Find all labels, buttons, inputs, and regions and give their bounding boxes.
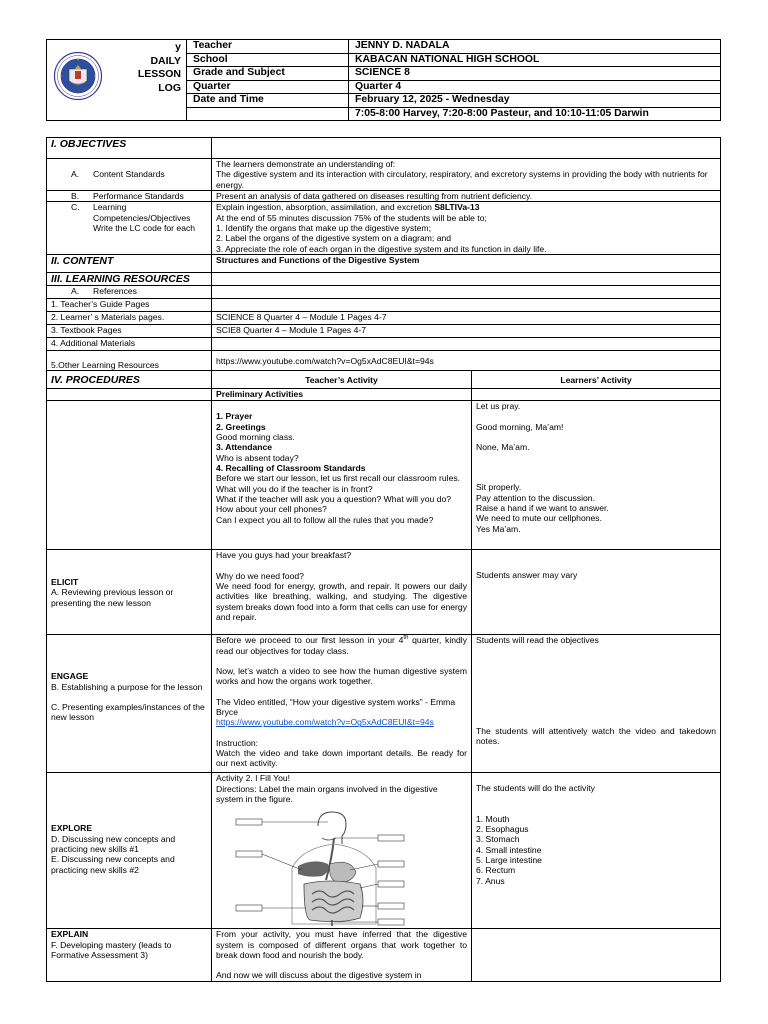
references-title: References	[93, 286, 137, 297]
procedures-heading: IV. PROCEDURES	[47, 371, 212, 389]
prayer-heading: 1. Prayer	[216, 411, 253, 422]
engage-learner-cell	[472, 635, 721, 773]
lc-code: S8LTIVa-13	[434, 202, 480, 213]
references-letter: A.	[71, 286, 80, 297]
teacher-activity-header: Teacher’s Activity	[212, 371, 472, 389]
engage-title: ENGAGE	[51, 671, 89, 682]
explain-text: From your activity, you must have inferred that the digestive system is composed of different organs that work together to break down food and nourish the body.	[216, 929, 467, 961]
rule-question: How about your cell phones?	[216, 504, 327, 515]
elicit-explanation: We need food for energy, growth, and repair. It powers our daily activities like breathing, walking, and studying. The digestive system breaks down food into a form that cells can use for energy and repair.	[216, 581, 467, 622]
objectives-heading: I. OBJECTIVES	[47, 138, 212, 159]
explore-title: EXPLORE	[51, 823, 93, 834]
learner-response: Pay attention to the discussion.	[476, 492, 595, 503]
absent-question: Who is absent today?	[216, 452, 299, 463]
explain-text: And now we will discuss about the digestive system in	[216, 970, 422, 981]
lc-description: Explain ingestion, absorption, assimilation, and excretion	[216, 202, 435, 213]
organ-list-item: 3. Stomach	[476, 834, 520, 845]
time-label	[187, 107, 349, 121]
elicit-question: Why do we need food?	[216, 570, 304, 581]
resource-label: 2. Learner’ s Materials pages.	[47, 312, 212, 325]
content-standards-label	[47, 159, 212, 191]
learner-response: Let us pray.	[476, 401, 521, 412]
learning-competencies-label	[47, 202, 212, 255]
school-value: KABACAN NATIONAL HIGH SCHOOL	[349, 53, 721, 67]
teacher-label: Teacher	[187, 40, 349, 54]
learner-response: Good morning, Ma’am!	[476, 421, 564, 432]
engage-description-c: C. Presenting examples/instances of the new lesson	[51, 702, 205, 723]
rule-question: What will you do if the teacher is in front?	[216, 483, 373, 494]
logo-cell	[47, 40, 187, 121]
explain-teacher-cell	[212, 929, 472, 982]
learning-competencies-text	[212, 202, 721, 255]
explore-label-cell	[47, 773, 212, 929]
learner-response: We need to mute our cellphones.	[476, 513, 602, 524]
organ-list-item: 2. Esophagus	[476, 824, 529, 835]
preliminary-learner-cell	[472, 401, 721, 550]
learner-activity-header: Learners’ Activity	[472, 371, 721, 389]
elicit-label-cell	[47, 550, 212, 635]
lc-item: 2. Label the organs of the digestive system on a diagram; and	[216, 233, 452, 244]
resource-value: https://www.youtube.com/watch?v=Og5xAdC8EUI&t=94s	[212, 351, 721, 371]
elicit-learner-response: Students answer may vary	[476, 570, 578, 581]
engage-instruction-label: Instruction:	[216, 737, 259, 748]
resources-heading: III. LEARNING RESOURCES	[47, 272, 212, 286]
engage-video-intro: Now, let’s watch a video to see how the human digestive system works and how the organs work together.	[216, 666, 467, 687]
engage-text	[216, 635, 467, 656]
elicit-teacher-cell	[212, 550, 472, 635]
learner-response: None, Ma’am.	[476, 442, 530, 453]
learning-competencies-letter: C.	[71, 202, 80, 213]
quarter-label: Quarter	[187, 80, 349, 94]
rule-question: What if the teacher will ask you a question? What will you do?	[216, 493, 452, 504]
teacher-value: JENNY D. NADALA	[349, 40, 721, 54]
engage-text-part2: quarter, kindly read our objectives for today class.	[216, 635, 467, 656]
dll-title: y DAILY LESSON LOG	[137, 41, 181, 94]
learning-competencies-title: Learning Competencies/Objectives Write the LC code for each	[93, 202, 196, 233]
elicit-question: Have you guys had your breakfast?	[216, 550, 352, 561]
explore-learner-cell	[472, 773, 721, 929]
explore-teacher-cell	[212, 773, 472, 929]
lc-intro: At the end of 55 minutes discussion 75% of the students will be able to;	[216, 212, 487, 223]
deped-seal-icon	[53, 47, 103, 105]
content-standards-text	[212, 159, 721, 191]
engage-learner-response: The students will attentively watch the video and takedown notes.	[476, 725, 716, 747]
elicit-title: ELICIT	[51, 576, 79, 587]
explore-learner-response: The students will do the activity	[476, 783, 595, 794]
explain-description: F. Developing mastery (leads to Formative Assessment 3)	[51, 939, 172, 961]
organ-list-item: 7. Anus	[476, 875, 505, 886]
resource-label: 5.Other Learning Resources	[47, 351, 212, 371]
digestive-system-diagram	[232, 808, 452, 926]
preliminary-teacher-cell	[212, 401, 472, 550]
attendance-heading: 3. Attendance	[216, 442, 273, 453]
preliminary-learner-blank	[472, 389, 721, 401]
good-morning-text: Good morning class.	[216, 432, 295, 443]
content-standards-letter: A.	[71, 169, 80, 179]
date-time-value: February 12, 2025 - Wednesday	[349, 94, 721, 108]
explore-description-e: E. Discussing new concepts and practicing new skills #2	[51, 854, 175, 875]
content-text: Structures and Functions of the Digestive System	[212, 254, 721, 272]
activity-title: Activity 2. I Fill You!	[216, 773, 291, 784]
elicit-learner-cell	[472, 550, 721, 635]
engage-text-part1: Before we proceed to our first lesson in your 4	[216, 635, 404, 646]
performance-standards-label	[47, 190, 212, 201]
resource-value: SCIENCE 8 Quarter 4 – Module 1 Pages 4-7	[212, 312, 721, 325]
resource-value	[212, 338, 721, 351]
lc-item: 3. Appreciate the role of each organ in the digestive system and its function in daily life.	[216, 243, 547, 254]
resource-value: SCIE8 Quarter 4 – Module 1 Pages 4-7	[212, 325, 721, 338]
engage-learner-response: Students will read the objectives	[476, 635, 599, 646]
greetings-heading: 2. Greetings	[216, 421, 266, 432]
explain-learner-cell	[472, 929, 721, 982]
rule-question: Can I expect you all to follow all the rules that you made?	[216, 514, 434, 525]
references-label	[47, 286, 212, 299]
recall-heading: 4. Recalling of Classroom Standards	[216, 462, 366, 473]
organ-list-item: 1. Mouth	[476, 813, 510, 824]
organ-list-item: 6. Rectum	[476, 865, 516, 876]
grade-subject-label: Grade and Subject	[187, 67, 349, 81]
resource-label: 4. Additional Materials	[47, 338, 212, 351]
content-standards-line2: The digestive system and its interaction with circulatory, respiratory, and excretory systems in providing the body with nutrients for energy.	[216, 169, 708, 190]
video-link[interactable]: https://www.youtube.com/watch?v=Og5xAdC8EUI&t=94s	[216, 717, 434, 728]
engage-description-b: B. Establishing a purpose for the lesson	[51, 681, 203, 692]
engage-instruction-text: Watch the video and take down important details. Be ready for our next activity.	[216, 747, 467, 769]
explore-description-d: D. Discussing new concepts and practicing new skills #1	[51, 833, 176, 855]
resource-value	[212, 299, 721, 312]
grade-subject-value: SCIENCE 8	[349, 67, 721, 81]
quarter-value: Quarter 4	[349, 80, 721, 94]
organ-list-item: 4. Small intestine	[476, 844, 542, 855]
engage-label-cell	[47, 635, 212, 773]
content-heading: II. CONTENT	[47, 254, 212, 272]
references-blank	[212, 286, 721, 299]
lc-item: 1. Identify the organs that make up the digestive system;	[216, 222, 431, 233]
preliminary-label-cell	[47, 401, 212, 550]
learner-response: Sit properly.	[476, 482, 522, 493]
organ-list-item: 5. Large intestine	[476, 854, 542, 865]
preliminary-heading: Preliminary Activities	[212, 389, 472, 401]
engage-text-sup: th	[403, 635, 409, 642]
resource-label: 1. Teacher’s Guide Pages	[47, 299, 212, 312]
explain-label-cell	[47, 929, 212, 982]
elicit-description: A. Reviewing previous lesson or presenting the new lesson	[51, 587, 174, 608]
learner-response: Raise a hand if we want to answer.	[476, 502, 609, 513]
content-standards-line1: The learners demonstrate an understanding of:	[216, 159, 396, 169]
learner-response: Yes Ma’am.	[476, 523, 521, 534]
performance-standards-text: Present an analysis of data gathered on diseases resulting from nutrient deficiency.	[212, 190, 721, 201]
header-table	[46, 39, 721, 121]
engage-teacher-cell	[212, 635, 472, 773]
school-label: School	[187, 53, 349, 67]
time-schedule-value: 7:05-8:00 Harvey, 7:20-8:00 Pasteur, and 10:10-11:05 Darwin	[349, 107, 721, 121]
recall-text: Before we start our lesson, let us first recall our classroom rules.	[216, 473, 461, 484]
content-standards-title: Content Standards	[93, 169, 165, 179]
objectives-heading-blank	[212, 138, 721, 159]
date-time-label: Date and Time	[187, 94, 349, 108]
lesson-table	[46, 137, 721, 982]
performance-standards-title: Performance Standards	[93, 190, 184, 201]
activity-directions: Directions: Label the main organs involved in the digestive system in the figure.	[216, 783, 438, 805]
performance-standards-letter: B.	[71, 190, 80, 201]
explain-title: EXPLAIN	[51, 929, 89, 940]
resource-label: 3. Textbook Pages	[47, 325, 212, 338]
resources-heading-blank	[212, 272, 721, 286]
engage-video-title: The Video entitled, “How your digestive system works” - Emma Bryce	[216, 696, 456, 717]
preliminary-blank	[47, 389, 212, 401]
